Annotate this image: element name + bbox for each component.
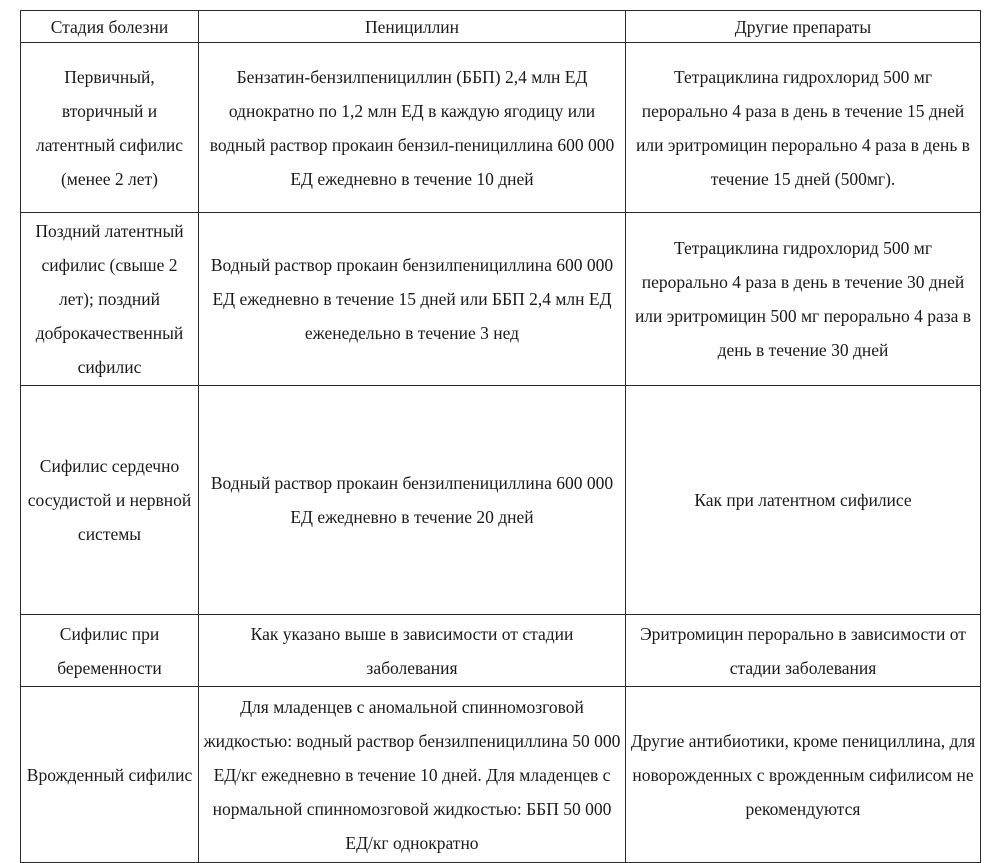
table-row	[21, 615, 981, 687]
stage-cell: Первичный, вторичный и латентный сифилис (менее 2 лет)	[21, 43, 199, 213]
stage-cell: Сифилис при беременности	[21, 615, 199, 687]
penicillin-cell: Как указано выше в зависимости от стадии заболевания	[199, 615, 626, 687]
penicillin-cell: Водный раствор прокаин бензилпенициллина 600 000 ЕД ежедневно в течение 20 дней	[199, 386, 626, 615]
penicillin-cell: Бензатин-бензилпенициллин (ББП) 2,4 млн ЕД однократно по 1,2 млн ЕД в каждую ягодицу или водный раствор прокаин бензил-пенициллина 600 000 ЕД ежедневно в течение 10 дней	[199, 43, 626, 213]
header-row	[21, 11, 981, 43]
header-penicillin: Пенициллин	[199, 11, 626, 43]
penicillin-cell: Водный раствор прокаин бензилпенициллина 600 000 ЕД ежедневно в течение 15 дней или ББП 2,4 млн ЕД еженедельно в течение 3 нед	[199, 213, 626, 386]
stage-cell: Сифилис сердечно сосудистой и нервной системы	[21, 386, 199, 615]
table-row	[21, 386, 981, 615]
header-other-drugs: Другие препараты	[626, 11, 981, 43]
other-drugs-cell: Как при латентном сифилисе	[626, 386, 981, 615]
syphilis-treatment-table	[20, 10, 981, 863]
table-row	[21, 687, 981, 863]
penicillin-cell: Для младенцев с аномальной спинномозговой жидкостью: водный раствор бензилпенициллина 50 000 ЕД/кг ежедневно в течение 10 дней. Для младенцев с нормальной спинномозговой жидкостью: ББП 50 000 ЕД/кг однократно	[199, 687, 626, 863]
stage-cell: Врожденный сифилис	[21, 687, 199, 863]
other-drugs-cell: Тетрациклина гидрохлорид 500 мг перорально 4 раза в день в течение 30 дней или эритромицин 500 мг перорально 4 раза в день в течение 30 дней	[626, 213, 981, 386]
table-row	[21, 43, 981, 213]
stage-cell: Поздний латентный сифилис (свыше 2 лет); поздний доброкачественный сифилис	[21, 213, 199, 386]
other-drugs-cell: Эритромицин перорально в зависимости от стадии заболевания	[626, 615, 981, 687]
other-drugs-cell: Другие антибиотики, кроме пенициллина, для новорожденных с врожденным сифилисом не рекомендуются	[626, 687, 981, 863]
header-stage: Стадия болезни	[21, 11, 199, 43]
table-row	[21, 213, 981, 386]
other-drugs-cell: Тетрациклина гидрохлорид 500 мг перорально 4 раза в день в течение 15 дней или эритромицин перорально 4 раза в день в течение 15 дней (500мг).	[626, 43, 981, 213]
